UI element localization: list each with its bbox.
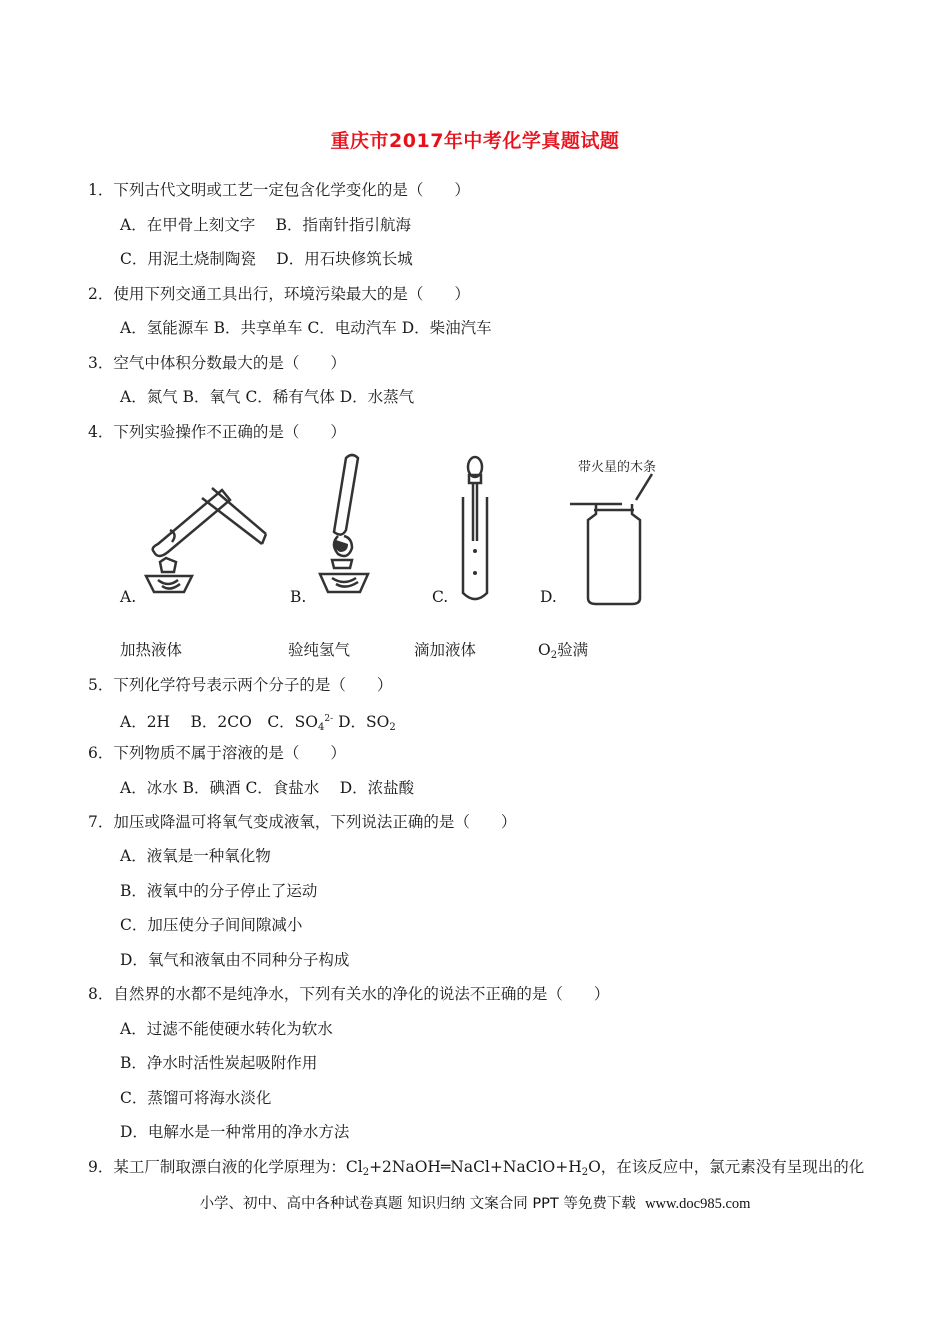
question-6-options: A．冰水 B．碘酒 C．食盐水 D．浓盐酸 <box>120 779 415 797</box>
caption-d-text: 验满 <box>557 641 589 659</box>
question-2-options: A．氢能源车 B．共享单车 C．电动汽车 D．柴油汽车 <box>120 319 492 337</box>
question-9-stem <box>88 1157 864 1183</box>
caption-a: 加热液体 <box>120 641 183 659</box>
footer-text: 小学、初中、高中各种试卷真题 知识归纳 文案合同 PPT 等免费下载 <box>199 1196 636 1212</box>
question-5-stem: 5．下列化学符号表示两个分子的是（ ） <box>88 676 393 694</box>
question-3-options: A．氮气 B．氧气 C．稀有气体 D．水蒸气 <box>120 388 415 406</box>
question-8-option-d: D．电解水是一种常用的净水方法 <box>120 1123 350 1141</box>
figure-letter-a: A. <box>120 588 137 606</box>
figure-b-hydrogen-test <box>316 452 386 604</box>
question-4-stem: 4．下列实验操作不正确的是（ ） <box>88 423 346 441</box>
question-1-options-cd: C．用泥土烧制陶瓷 D．用石块修筑长城 <box>120 250 413 268</box>
figure-letter-d: D. <box>540 588 557 606</box>
q9-sub-1: 2 <box>362 1167 370 1178</box>
question-8-option-c: C．蒸馏可将海水淡化 <box>120 1089 272 1107</box>
caption-d-o2: O <box>538 641 551 659</box>
question-8-option-b: B．净水时活性炭起吸附作用 <box>120 1054 318 1072</box>
question-8-option-a: A．过滤不能使硬水转化为软水 <box>120 1020 333 1038</box>
question-6-stem: 6．下列物质不属于溶液的是（ ） <box>88 744 346 762</box>
caption-b: 验纯氢气 <box>288 641 351 659</box>
question-5-options <box>120 709 396 738</box>
question-1-stem: 1．下列古代文明或工艺一定包含化学变化的是（ ） <box>88 181 470 199</box>
caption-d <box>538 640 588 666</box>
question-7-option-c: C．加压使分子间间隙减小 <box>120 916 303 934</box>
q5-sup-1: 2- <box>324 714 334 724</box>
q5-sub-1: 4 <box>318 722 325 733</box>
q9-part-1: 9．某工厂制取漂白液的化学原理为：Cl <box>88 1158 363 1176</box>
question-7-option-b: B．液氧中的分子停止了运动 <box>120 882 318 900</box>
q5-text-a: A．2H B．2CO C．SO <box>120 713 319 731</box>
figure-letter-c: C. <box>432 588 449 606</box>
q5-text-mid: D．SO <box>333 713 390 731</box>
figure-letter-b: B. <box>290 588 307 606</box>
q9-part-3: O，在该反应中，氯元素没有呈现出的化 <box>588 1158 865 1176</box>
question-7-option-d: D．氧气和液氧由不同种分子构成 <box>120 951 350 969</box>
question-7-stem: 7．加压或降温可将氧气变成液氧，下列说法正确的是（ ） <box>88 813 517 831</box>
footer <box>0 1192 950 1213</box>
q9-part-2: +2NaOH═NaCl+NaClO+H <box>369 1158 582 1176</box>
caption-d-subscript: 2 <box>550 650 558 661</box>
question-2-stem: 2．使用下列交通工具出行，环境污染最大的是（ ） <box>88 285 470 303</box>
question-8-stem: 8．自然界的水都不是纯净水，下列有关水的净化的说法不正确的是（ ） <box>88 985 610 1003</box>
figure-d-gas-bottle <box>566 470 676 610</box>
question-3-stem: 3．空气中体积分数最大的是（ ） <box>88 354 346 372</box>
footer-url[interactable]: www.doc985.com <box>645 1196 751 1212</box>
caption-c: 滴加液体 <box>414 641 477 659</box>
question-7-option-a: A．液氧是一种氧化物 <box>120 847 271 865</box>
q9-sub-2: 2 <box>581 1167 589 1178</box>
q5-sub-2: 2 <box>389 722 396 733</box>
page-title: 重庆市2017年中考化学真题试题 <box>330 130 620 152</box>
figure-c-dropper <box>452 455 502 607</box>
question-1-options-ab: A．在甲骨上刻文字 B．指南针指引航海 <box>120 216 412 234</box>
figure-a-heating-liquid <box>140 468 275 603</box>
figure-d-label: 带火星的木条 <box>578 460 657 475</box>
